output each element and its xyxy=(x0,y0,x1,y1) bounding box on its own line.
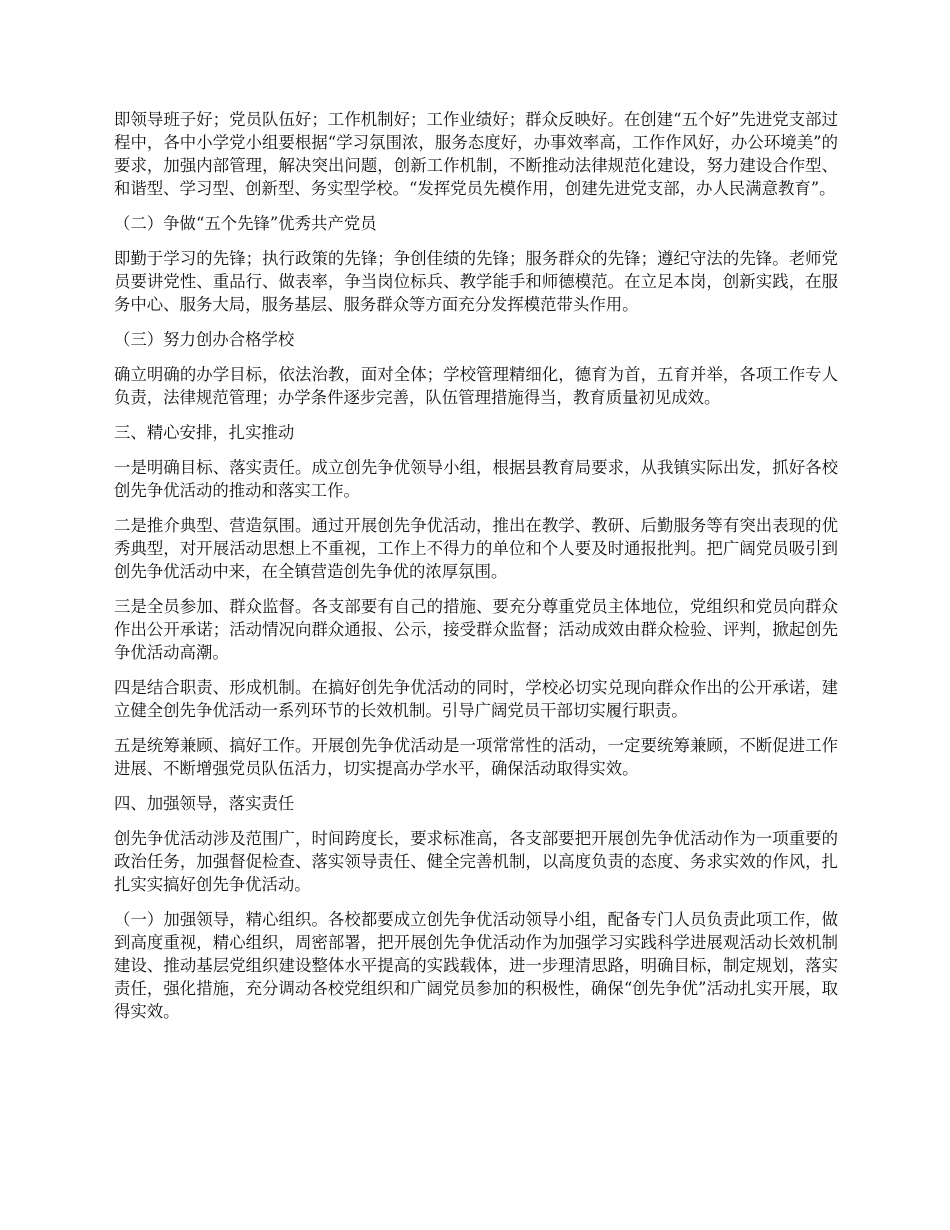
heading-qualified-school: （三）努力创办合格学校 xyxy=(114,330,295,349)
paragraph-item-two: 二是推介典型、营造氛围。通过开展创先争优活动，推出在教学、教研、后勤服务等有突出表现的优秀典型，对开展活动思想上不重视，工作上不得力的单位和个人要及时通报批判。把广阔党员吸引到创先争优活动中来，在全镇营造创先争优的浓厚氛围。 xyxy=(114,516,838,581)
heading-section-four: 四、加强领导，落实责任 xyxy=(114,794,295,813)
paragraph-section-four-intro: 创先争优活动涉及范围广，时间跨度长，要求标准高，各支部要把开展创先争优活动作为一项重要的政治任务，加强督促检查、落实领导责任、健全完善机制，以高度负责的态度、务求实效的作风，扎扎实实搞好创先争优活动。 xyxy=(114,829,838,894)
document-page xyxy=(114,108,838,1035)
paragraph-item-five: 五是统筹兼顾、搞好工作。开展创先争优活动是一项常常性的活动，一定要统筹兼顾，不断促进工作进展、不断增强党员队伍活力，切实提高办学水平，确保活动取得实效。 xyxy=(114,736,838,778)
paragraph-qualified-school: 确立明确的办学目标，依法治教，面对全体；学校管理精细化，德育为首，五育并举，各项工作专人负责，法律规范管理；办学条件逐步完善，队伍管理措施得当，教育质量初见成效。 xyxy=(114,365,838,407)
paragraph-five-good-branch: 即领导班子好；党员队伍好；工作机制好；工作业绩好；群众反映好。在创建“五个好”先进党支部过程中，各中小学党小组要根据“学习氛围浓，服务态度好，办事效率高，工作作风好，办公环境美”的要求，加强内部管理，解决突出问题，创新工作机制，不断推动法律规范化建设，努力建设合作型、和谐型、学习型、创新型、务实型学校。“发挥党员先模作用，创建先进党支部，办人民满意教育”。 xyxy=(114,110,838,198)
paragraph-item-three: 三是全员参加、群众监督。各支部要有自己的措施、要充分尊重党员主体地位，党组织和党员向群众作出公开承诺；活动情况向群众通报、公示，接受群众监督；活动成效由群众检验、评判，掀起创先争优活动高潮。 xyxy=(114,597,838,662)
paragraph-item-one: 一是明确目标、落实责任。成立创先争优领导小组，根据县教育局要求，从我镇实际出发，抓好各校创先争优活动的推动和落实工作。 xyxy=(114,458,838,500)
paragraph-item-four: 四是结合职责、形成机制。在搞好创先争优活动的同时，学校必切实兑现向群众作出的公开承诺，建立健全创先争优活动一系列环节的长效机制。引导广阔党员干部切实履行职责。 xyxy=(114,678,838,720)
heading-section-three: 三、精心安排，扎实推动 xyxy=(114,423,295,442)
paragraph-strengthen-leadership: （一）加强领导，精心组织。各校都要成立创先争优活动领导小组，配备专门人员负责此项工作，做到高度重视，精心组织，周密部署，把开展创先争优活动作为加强学习实践科学进展观活动长效机制建设、推动基层党组织建设整体水平提高的实践载体，进一步理清思路，明确目标，制定规划，落实责任，强化措施，充分调动各校党组织和广阔党员参加的积极性，确保“创先争优”活动扎实开展，取得实效。 xyxy=(114,910,838,1021)
heading-five-pioneers: （二）争做“五个先锋”优秀共产党员 xyxy=(114,214,377,233)
paragraph-five-pioneers: 即勤于学习的先锋；执行政策的先锋；争创佳绩的先锋；服务群众的先锋；遵纪守法的先锋。老师党员要讲党性、重品行、做表率，争当岗位标兵、教学能手和师德模范。在立足本岗，创新实践，在服务中心、服务大局，服务基层、服务群众等方面充分发挥模范带头作用。 xyxy=(114,249,838,314)
